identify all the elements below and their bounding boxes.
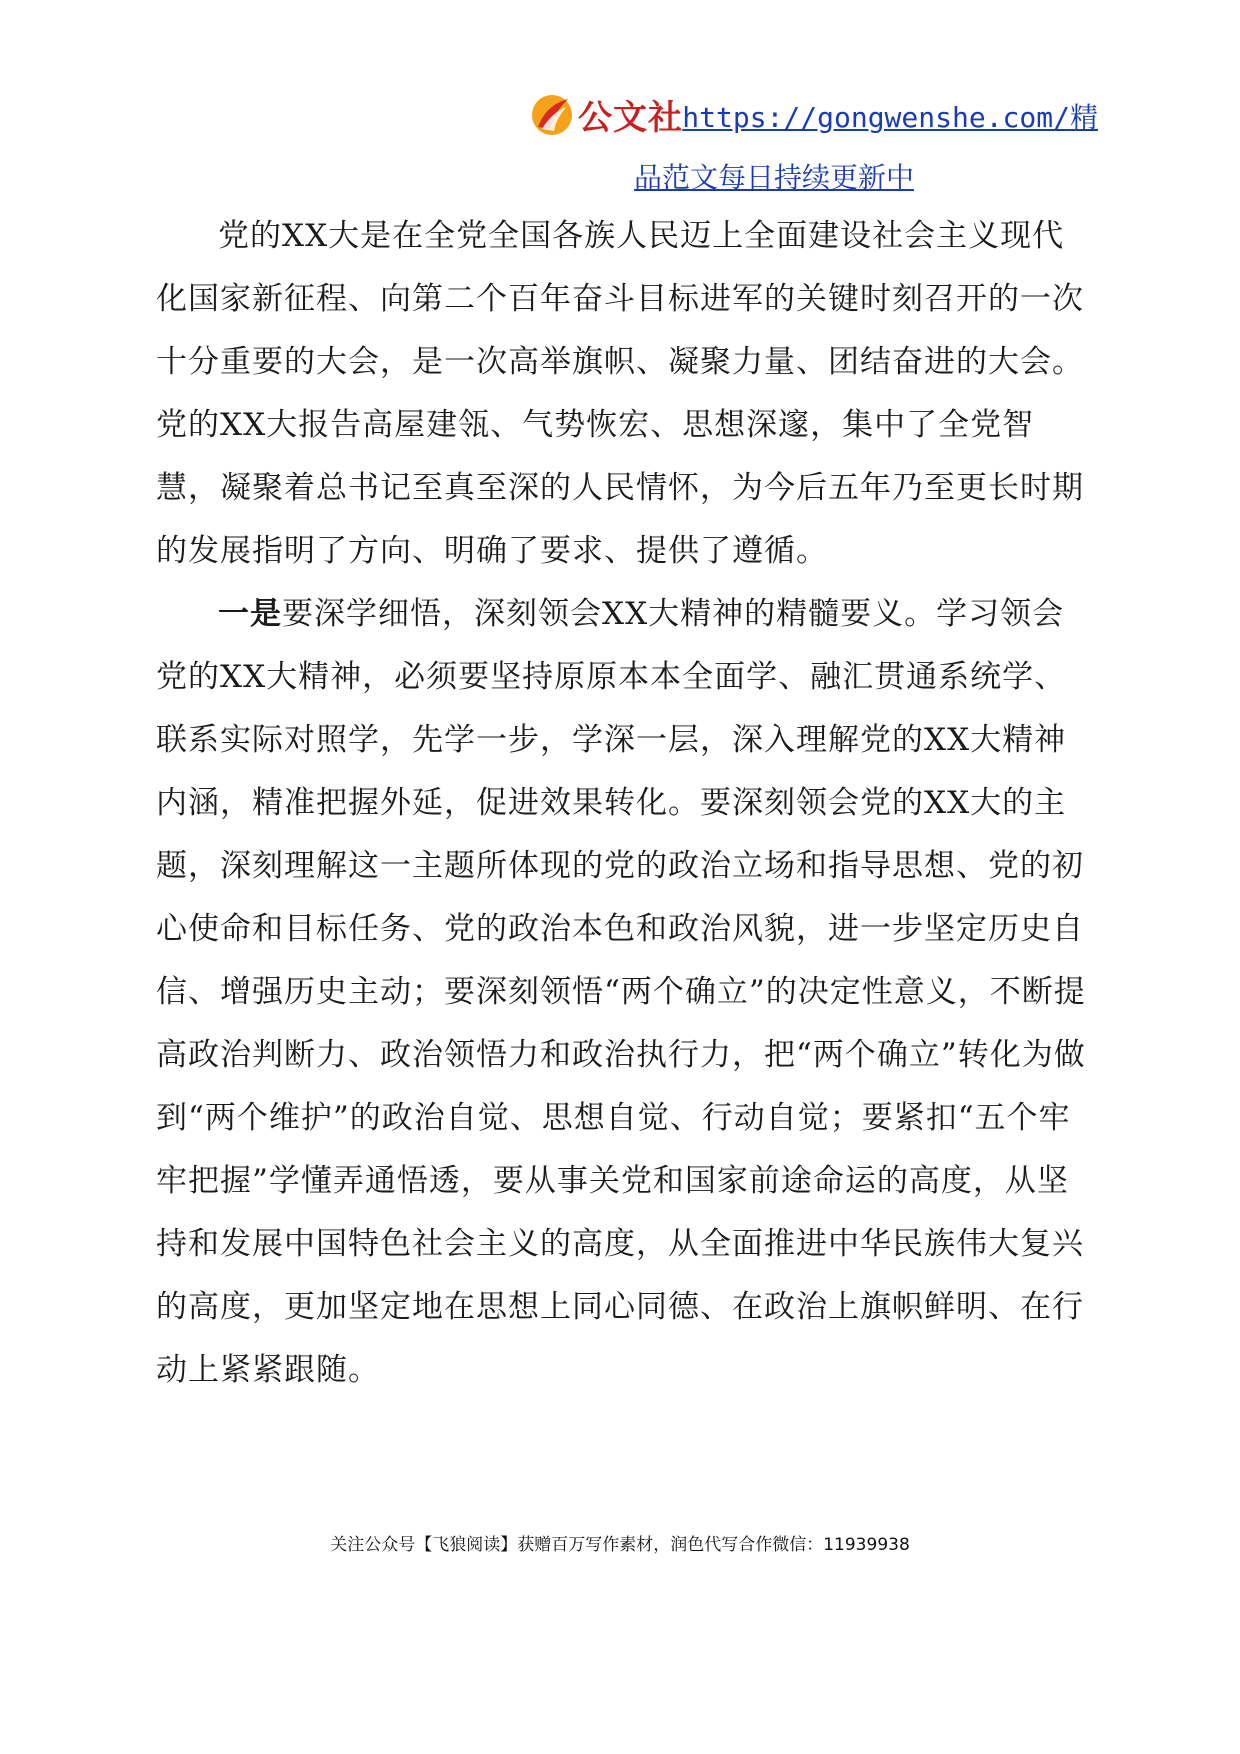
page-footer: 关注公众号【飞狼阅读】获赠百万写作素材，润色代写合作微信：11939938 [330, 1535, 910, 1555]
paragraph-point-one [156, 583, 1096, 1402]
paragraph-intro: 党的XX大是在全党全国各族人民迈上全面建设社会主义现代化国家新征程、向第二个百年奋斗目标进军的关键时刻召开的一次十分重要的大会，是一次高举旗帜、凝聚力量、团结奋进的大会。党的XX大报告高屋建瓴、气势恢宏、思想深邃，集中了全党智慧，凝聚着总书记至真至深的人民情怀，为今后五年乃至更长时期的发展指明了方向、明确了要求、提供了遵循。 [156, 218, 1084, 569]
website-link[interactable] [468, 88, 1098, 208]
page-header [0, 80, 1240, 194]
document-body [156, 205, 1096, 1402]
logo-text: 公文社 [578, 98, 683, 138]
website-link-line1[interactable]: https://gongwenshe.com/精 [682, 101, 1098, 134]
paragraph-text: 要深学细悟，深刻领会XX大精神的精髓要义。学习领会党的XX大精神，必须要坚持原原本本全面学、融汇贯通系统学、联系实际对照学，先学一步，学深一层，深入理解党的XX大精神内涵，精准把握外延，促进效果转化。要深刻领会党的XX大的主题，深刻理解这一主题所体现的党的政治立场和指导思想、党的初心使命和目标任务、党的政治本色和政治风貌，进一步坚定历史自信、增强历史主动；要深刻领悟“两个确立”的决定性意义，不断提高政治判断力、政治领悟力和政治执行力，把“两个确立”转化为做到“两个维护”的政治自觉、思想自觉、行动自觉；要紧扣“五个牢牢把握”学懂弄通悟透，要从事关党和国家前途命运的高度，从坚持和发展中国特色社会主义的高度，从全面推进中华民族伟大复兴的高度，更加坚定地在思想上同心同德、在政治上旗帜鲜明、在行动上紧紧跟随。 [156, 596, 1086, 1388]
paragraph-lead: 一是 [218, 596, 282, 632]
website-link-line2[interactable]: 品范文每日持续更新中 [633, 161, 914, 194]
